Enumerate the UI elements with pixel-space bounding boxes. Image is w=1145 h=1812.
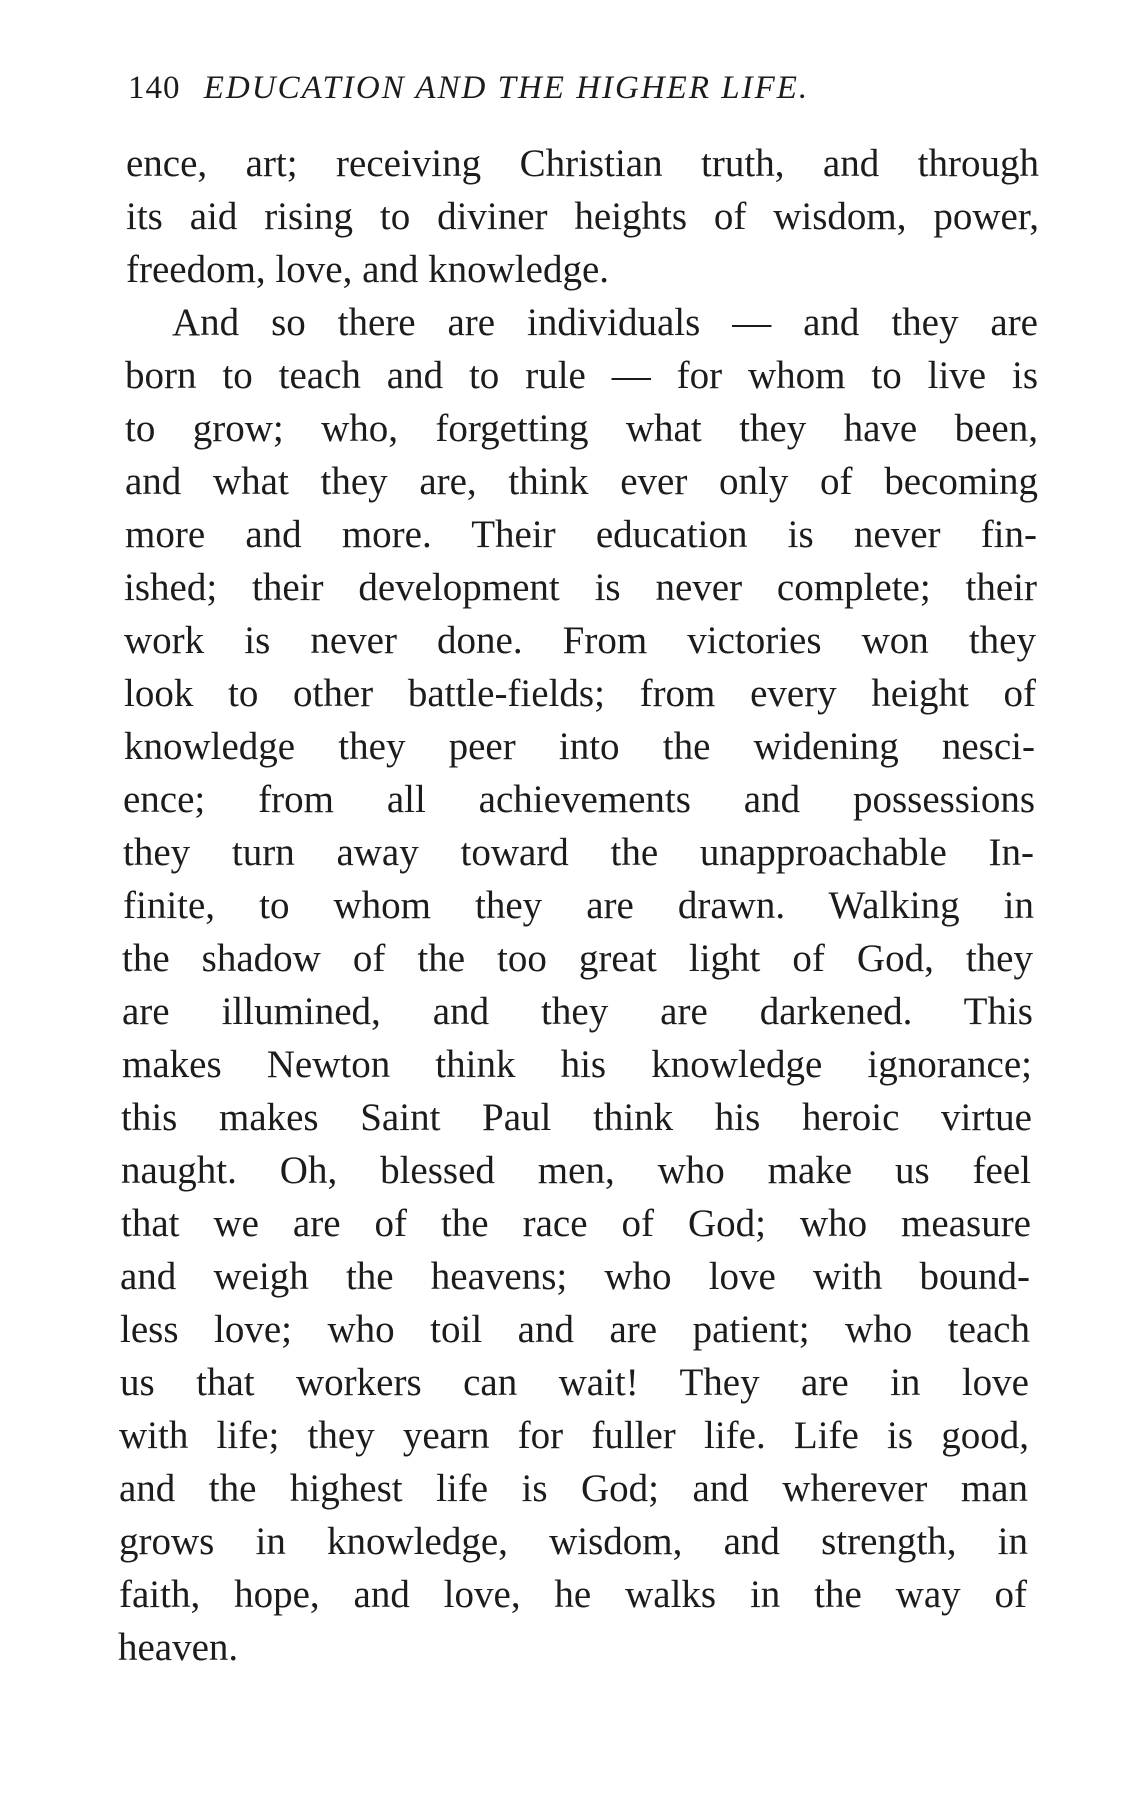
text-line: its aid rising to diviner heights of wisdom, power, xyxy=(126,195,1039,238)
text-line: with life; they yearn for fuller life. Life is good, xyxy=(119,1414,1029,1457)
running-title: EDUCATION AND THE HIGHER LIFE. xyxy=(203,70,810,106)
running-head xyxy=(128,70,1048,107)
text-line: are illumined, and they are darkened. This xyxy=(122,990,1033,1033)
text-line: heaven. xyxy=(118,1626,239,1669)
text-line: and what they are, think ever only of becoming xyxy=(125,460,1038,503)
text-line: makes Newton think his knowledge ignorance; xyxy=(122,1043,1032,1086)
text-line: born to teach and to rule — for whom to live is xyxy=(125,354,1038,397)
text-line: this makes Saint Paul think his heroic virtue xyxy=(121,1096,1032,1139)
text-line: and weigh the heavens; who love with bound- xyxy=(120,1255,1030,1298)
text-line: us that workers can wait! They are in love xyxy=(120,1361,1029,1404)
text-line: the shadow of the too great light of God, they xyxy=(122,937,1033,980)
text-line: to grow; who, forgetting what they have been, xyxy=(125,407,1038,450)
text-line: and the highest life is God; and wherever man xyxy=(119,1467,1028,1510)
text-line: finite, to whom they are drawn. Walking in xyxy=(123,884,1034,927)
text-line: freedom, love, and knowledge. xyxy=(126,248,610,291)
text-line: naught. Oh, blessed men, who make us feel xyxy=(121,1149,1031,1192)
text-line: And so there are individuals — and they are xyxy=(172,301,1038,344)
text-line: ence; from all achievements and possessions xyxy=(123,778,1035,821)
text-line: they turn away toward the unapproachable In- xyxy=(123,831,1034,874)
text-line: more and more. Their education is never fin- xyxy=(125,513,1037,556)
text-line: work is never done. From victories won they xyxy=(124,619,1036,662)
text-line: look to other battle-fields; from every height of xyxy=(124,672,1036,715)
text-line: less love; who toil and are patient; who teach xyxy=(120,1308,1030,1351)
text-line: grows in knowledge, wisdom, and strength, in xyxy=(119,1520,1028,1563)
text-line: ished; their development is never complete; their xyxy=(124,566,1037,609)
text-line: that we are of the race of God; who measure xyxy=(121,1202,1031,1245)
page-number: 140 xyxy=(128,70,181,106)
text-line: ence, art; receiving Christian truth, and through xyxy=(126,142,1039,185)
text-line: faith, hope, and love, he walks in the way of xyxy=(119,1573,1027,1616)
text-line: knowledge they peer into the widening nesci- xyxy=(124,725,1035,768)
